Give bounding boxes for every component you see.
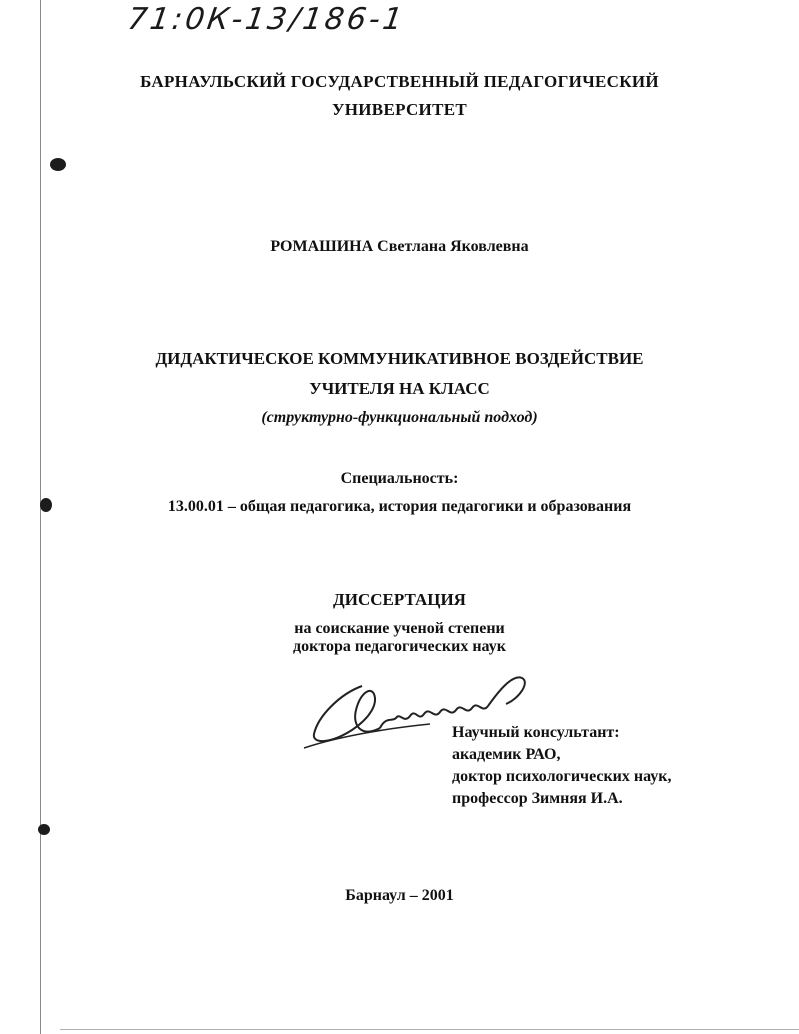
handwritten-number: 71:0К-13/186-1 <box>125 2 408 37</box>
consultant-block <box>452 722 672 810</box>
consultant-line3: профессор Зимняя И.А. <box>452 790 623 807</box>
specialty-value: 13.00.01 – общая педагогика, история педагогики и образования <box>167 498 632 515</box>
university-line2: УНИВЕРСИТЕТ <box>331 100 467 119</box>
scan-edge-left <box>40 0 41 1034</box>
consultant-label: Научный консультант: <box>452 724 620 741</box>
subtitle: (структурно-функциональный подход) <box>261 409 538 426</box>
author-name: РОМАШИНА Светлана Яковлевна <box>270 238 529 255</box>
scan-edge-bottom <box>60 1029 799 1030</box>
specialty-label: Специальность: <box>340 470 459 487</box>
city-year: Барнаул – 2001 <box>345 887 454 904</box>
scan-speck <box>50 158 66 171</box>
consultant-line1: академик РАО, <box>452 746 561 763</box>
title-line2: УЧИТЕЛЯ НА КЛАСС <box>309 379 490 398</box>
document-type: ДИССЕРТАЦИЯ <box>333 590 466 609</box>
degree-line1: на соискание ученой степени <box>294 620 505 637</box>
consultant-line2: доктор психологических наук, <box>452 768 672 785</box>
title-line1: ДИДАКТИЧЕСКОЕ КОММУНИКАТИВНОЕ ВОЗДЕЙСТВИЕ <box>155 349 644 368</box>
degree-line2: доктора педагогических наук <box>293 638 506 655</box>
scan-speck <box>38 824 50 835</box>
university-line1: БАРНАУЛЬСКИЙ ГОСУДАРСТВЕННЫЙ ПЕДАГОГИЧЕСКИЙ <box>140 72 659 91</box>
